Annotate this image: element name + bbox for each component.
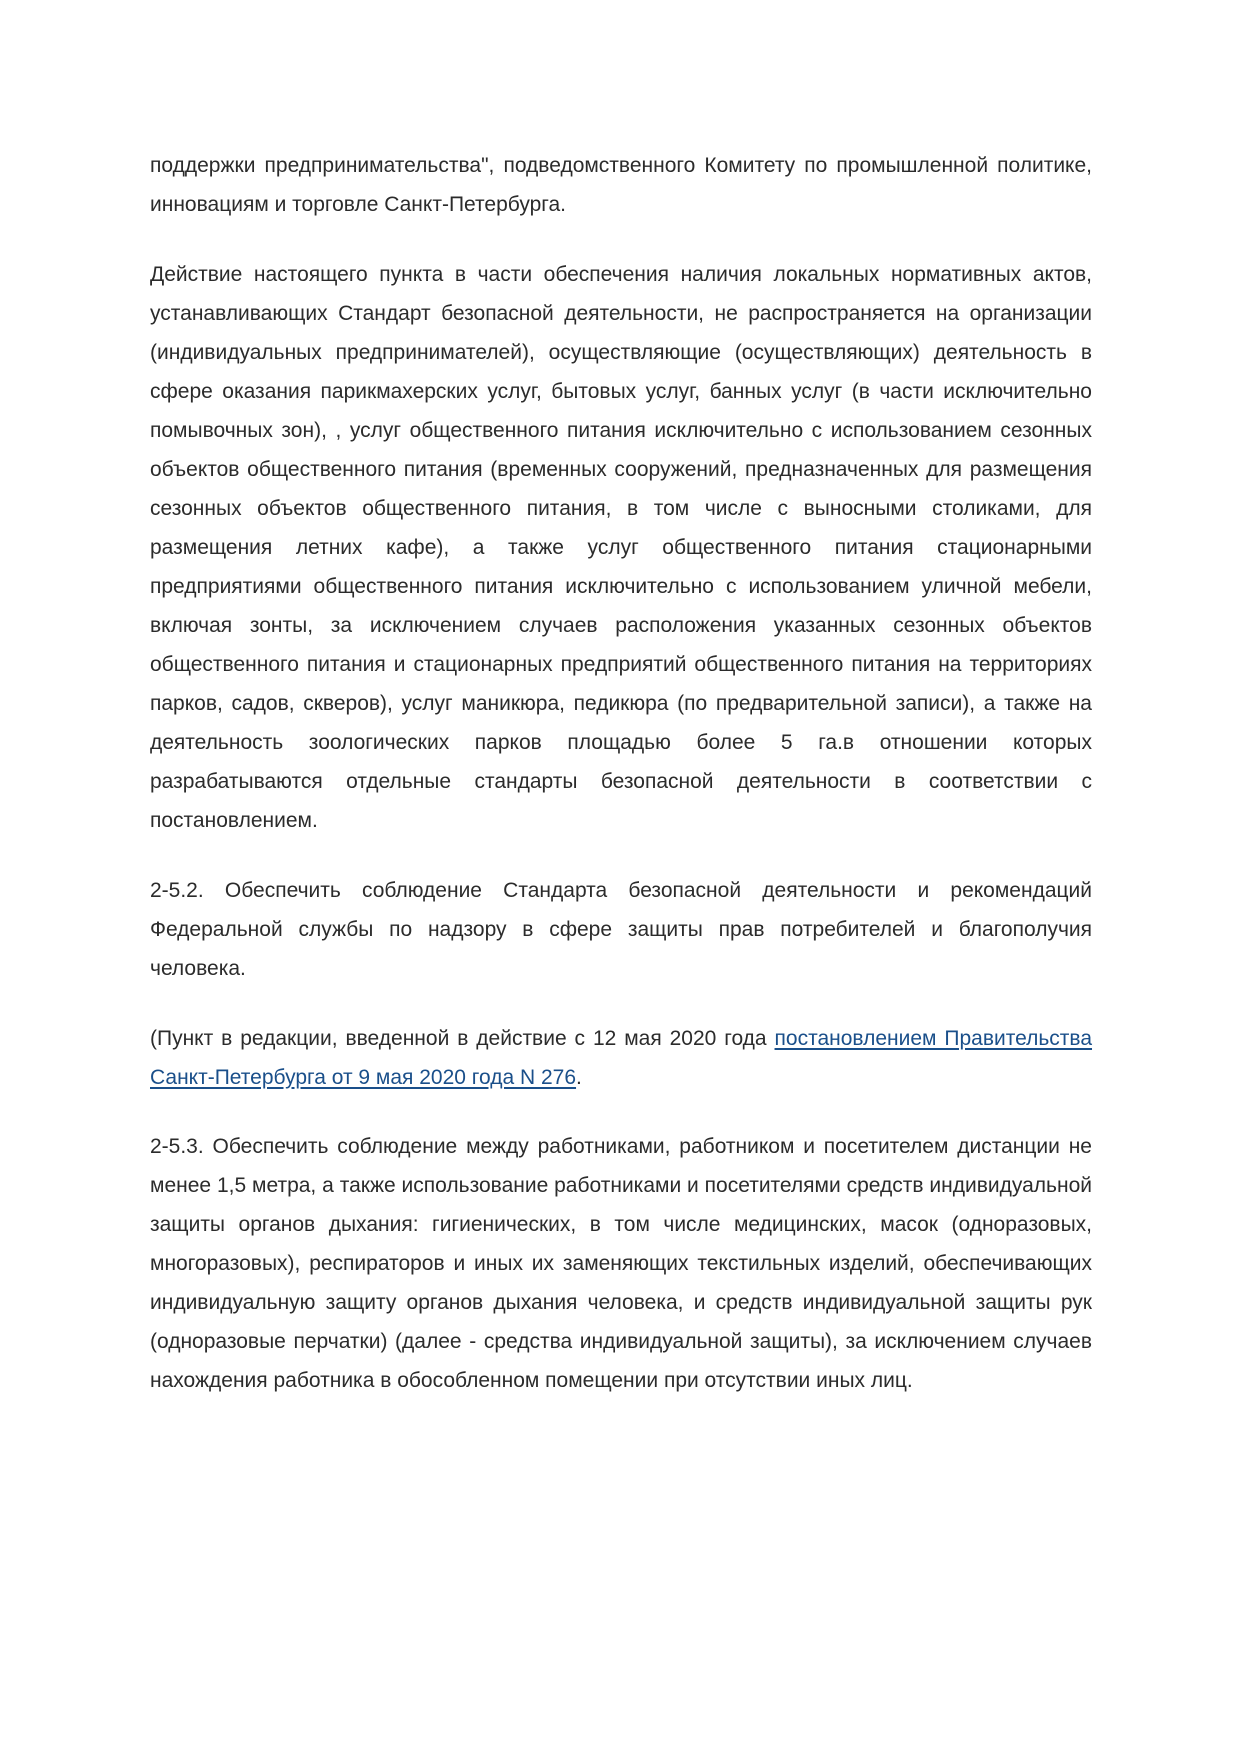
paragraph-intro-continuation: поддержки предпринимательства", подведомственного Комитету по промышленной политике, инновациям и торговле Санкт-Петербурга. (150, 154, 1092, 216)
document-body (150, 146, 1092, 1431)
paragraph-exemptions: Действие настоящего пункта в части обеспечения наличия локальных нормативных актов, устанавливающих Стандарт безопасной деятельности, не распространяется на организации (индивидуальных предпринимателей), осуществляющие (осуществляющих) деятельность в сфере оказания парикмахерских услуг, бытовых услуг, банных услуг (в части исключительно помывочных зон), , услуг общественного питания исключительно с использованием сезонных объектов общественного питания (временных сооружений, предназначенных для размещения сезонных объектов общественного питания, в том числе с выносными столиками, для размещения летних кафе), а также услуг общественного питания стационарными предприятиями общественного питания исключительно с использованием уличной мебели, включая зонты, за исключением случаев расположения указанных сезонных объектов общественного питания и стационарных предприятий общественного питания на территориях парков, садов, скверов), услуг маникюра, педикюра (по предварительной записи), а также на деятельность зоологических парков площадью более 5 га.в отношении которых разрабатываются отдельные стандарты безопасной деятельности в соответствии с постановлением. (150, 263, 1092, 832)
decree-link[interactable]: постановлением Правительства Санкт-Петербурга от 9 мая 2020 года N 276 (150, 1027, 1093, 1089)
paragraph-2-5-2: 2-5.2. Обеспечить соблюдение Стандарта безопасной деятельности и рекомендаций Федеральной службы по надзору в сфере защиты прав потребителей и благополучия человека. (150, 879, 1092, 980)
paragraph-2-5-3: 2-5.3. Обеспечить соблюдение между работниками, работником и посетителем дистанции не менее 1,5 метра, а также использование работниками и посетителями средств индивидуальной защиты органов дыхания: гигиенических, в том числе медицинских, масок (одноразовых, многоразовых), респираторов и иных их заменяющих текстильных изделий, обеспечивающих индивидуальную защиту органов дыхания человека, и средств индивидуальной защиты рук (одноразовые перчатки) (далее - средства индивидуальной защиты), за исключением случаев нахождения работника в обособленном помещении при отсутствии иных лиц. (150, 1135, 1092, 1392)
amendment-note-prefix: (Пункт в редакции, введенной в действие с 12 мая 2020 года (150, 1027, 775, 1050)
amendment-note-suffix: . (576, 1066, 582, 1089)
paragraph-amendment-note (150, 1019, 1092, 1097)
